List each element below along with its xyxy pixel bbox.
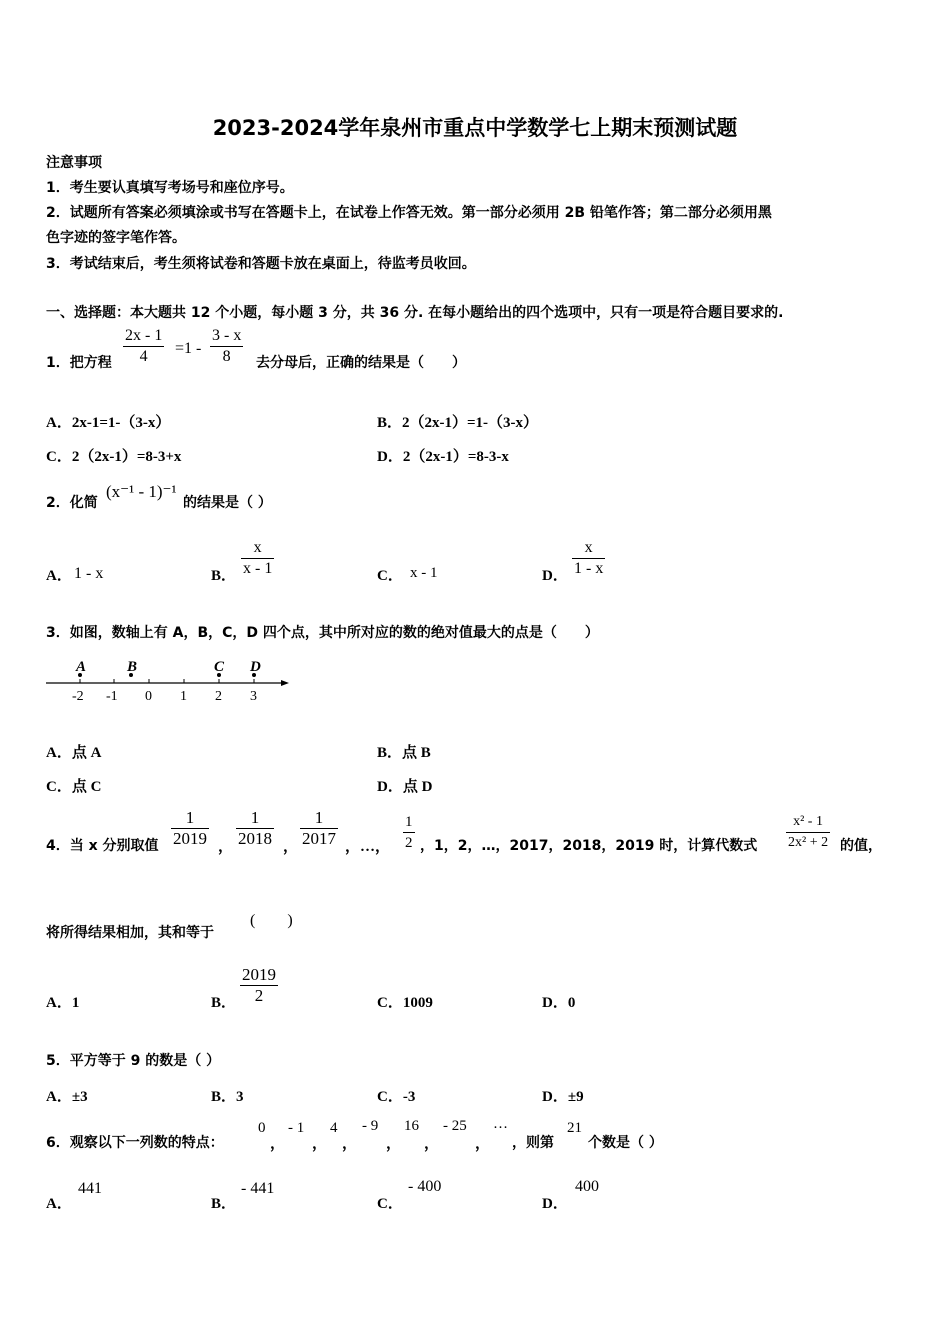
q2-b-numerator: x <box>241 538 274 559</box>
q4-fraction-1 <box>171 808 209 849</box>
q6-seq-item: - 1 <box>288 1120 305 1136</box>
q6-seq-item: … <box>493 1116 508 1132</box>
q1-mid: =1 - <box>175 340 202 357</box>
q4-option-d: D．0 <box>542 995 576 1011</box>
tick-label: 1 <box>180 689 187 704</box>
q6-seq-item: 16 <box>404 1118 419 1134</box>
q4-expr-numerator: x² - 1 <box>786 812 830 833</box>
q1-frac2-denominator: 8 <box>222 348 231 365</box>
q4-answer-paren: ( ) <box>250 912 293 929</box>
q4-b-denominator: 2 <box>254 986 264 1005</box>
q6-comma: ， <box>386 1136 402 1152</box>
tick-label: 0 <box>145 689 152 704</box>
q2-option-d <box>572 538 605 579</box>
q3-option-d: D．点 D <box>377 779 433 795</box>
q6-comma: ， <box>424 1136 440 1152</box>
q1-fraction-2 <box>210 326 243 367</box>
q1-frac1-numerator: 2x - 1 <box>123 326 164 347</box>
q4-option-c: C．1009 <box>377 995 433 1011</box>
q3-option-c: C．点 C <box>46 779 102 795</box>
q2-option-b-label: B． <box>211 568 237 584</box>
q1-option-a: A．2x-1=1-（3-x） <box>46 415 171 431</box>
q5-option-c: C．-3 <box>377 1089 416 1105</box>
q5-option-d: D．±9 <box>542 1089 584 1105</box>
q2-prefix: 2．化简 <box>46 495 98 511</box>
q6-comma: ， <box>312 1136 328 1152</box>
q2-option-a-label: A． <box>46 568 72 584</box>
section-heading: 一、选择题：本大题共 12 个小题，每小题 3 分，共 36 分. 在每小题给出的四个选项中，只有一项是符合题目要求的. <box>46 305 784 321</box>
q6-comma: ， <box>270 1136 286 1152</box>
q4-expression <box>786 812 830 853</box>
q6-option-d-label: D． <box>542 1196 568 1212</box>
q5-text: 5．平方等于 9 的数是（ ） <box>46 1053 221 1069</box>
notice-item: 色字迹的签字笔作答。 <box>46 230 186 246</box>
q6-option-c: - 400 <box>408 1178 442 1195</box>
q3-text: 3．如图，数轴上有 A，B，C，D 四个点，其中所对应的数的绝对值最大的点是（ ） <box>46 625 599 641</box>
q4-comma: ， <box>218 839 234 855</box>
q4-fraction-4 <box>403 812 415 853</box>
q6-mid: ，则第 <box>512 1135 554 1151</box>
notice-heading: 注意事项 <box>46 155 102 171</box>
q6-option-b: - 441 <box>241 1180 275 1197</box>
q4-f2-numerator: 1 <box>236 808 274 829</box>
q4-f4-numerator: 1 <box>403 812 415 833</box>
q2-b-denominator: x - 1 <box>243 560 273 577</box>
q4-prefix: 4．当 x 分别取值 <box>46 838 159 854</box>
number-line <box>44 655 294 705</box>
q3-option-b: B．点 B <box>377 745 431 761</box>
page-title: 2023-2024学年泉州市重点中学数学七上期末预测试题 <box>212 116 738 140</box>
number-line-arrow <box>281 680 289 686</box>
q6-seq-item: 4 <box>330 1120 338 1136</box>
tick-label: -1 <box>106 689 118 704</box>
q4-fraction-3 <box>300 808 338 849</box>
tick-label: -2 <box>72 689 84 704</box>
q6-comma: ， <box>475 1136 491 1152</box>
q4-option-b <box>240 965 278 1006</box>
q4-fraction-2 <box>236 808 274 849</box>
q1-option-d: D．2（2x-1）=8-3-x <box>377 449 509 465</box>
q1-option-b: B．2（2x-1）=1-（3-x） <box>377 415 539 431</box>
q4-option-b-label: B． <box>211 995 237 1011</box>
q5-option-b: B．3 <box>211 1089 244 1105</box>
q6-option-c-label: C． <box>377 1196 403 1212</box>
notice-item: 2．试题所有答案必须填涂或书写在答题卡上，在试卷上作答无效。第一部分必须用 2B 铅笔作答；第二部分必须用黑 <box>46 205 772 221</box>
q4-f1-numerator: 1 <box>171 808 209 829</box>
q2-suffix: 的结果是（ ） <box>183 495 272 511</box>
q4-mid: ，1，2，…，2017，2018，2019 时，计算代数式 <box>420 838 758 854</box>
q6-seq-item: - 25 <box>443 1118 467 1134</box>
q6-comma: ， <box>342 1136 358 1152</box>
q4-option-a: A．1 <box>46 995 80 1011</box>
q4-f3-numerator: 1 <box>300 808 338 829</box>
q6-seq-item: 0 <box>258 1120 266 1136</box>
q2-d-numerator: x <box>572 538 605 559</box>
q5-option-a: A．±3 <box>46 1089 88 1105</box>
q4-f4-denominator: 2 <box>405 835 413 851</box>
q4-expr-denominator: 2x² + 2 <box>788 835 829 850</box>
point-a-label: A <box>76 659 87 675</box>
q1-suffix: 去分母后，正确的结果是（ ） <box>256 355 466 371</box>
q1-prefix: 1．把方程 <box>46 355 112 371</box>
q4-b-numerator: 2019 <box>242 965 276 984</box>
q4-f2-denominator: 2018 <box>238 829 272 848</box>
q1-frac1-denominator: 4 <box>139 348 148 365</box>
q2-option-c-label: C． <box>377 568 403 584</box>
q6-prefix: 6．观察以下一列数的特点： <box>46 1135 224 1151</box>
q6-n: 21 <box>567 1120 582 1136</box>
q3-option-a: A．点 A <box>46 745 102 761</box>
q2-option-a: 1 - x <box>74 565 104 582</box>
point-b-label: B <box>127 659 138 675</box>
q2-d-denominator: 1 - x <box>574 560 604 577</box>
q2-expression: (x⁻¹ - 1)⁻¹ <box>106 482 177 501</box>
tick-label: 2 <box>215 689 222 704</box>
notice-item: 1．考生要认真填写考场号和座位序号。 <box>46 180 294 196</box>
q6-suffix: 个数是（ ） <box>588 1135 663 1151</box>
point-d-label: D <box>250 659 261 675</box>
q4-suffix: 的值， <box>840 838 882 854</box>
q1-frac2-numerator: 3 - x <box>210 326 243 347</box>
notice-item: 3．考试结束后，考生须将试卷和答题卡放在桌面上，待监考员收回。 <box>46 256 476 272</box>
q6-option-b-label: B． <box>211 1196 237 1212</box>
tick-label: 3 <box>250 689 257 704</box>
q4-f1-denominator: 2019 <box>173 829 207 848</box>
q2-option-d-label: D． <box>542 568 568 584</box>
q1-fraction-1 <box>123 326 164 367</box>
q4-f3-denominator: 2017 <box>302 829 336 848</box>
q2-option-b <box>241 538 274 579</box>
q6-seq-item: - 9 <box>362 1118 379 1134</box>
q4-dots: ，…， <box>345 839 391 855</box>
q1-option-c: C．2（2x-1）=8-3+x <box>46 449 182 465</box>
point-c-label: C <box>214 659 225 675</box>
q6-option-d: 400 <box>575 1178 599 1195</box>
q4-comma: ， <box>283 839 299 855</box>
q6-option-a: 441 <box>78 1180 102 1197</box>
q4-line2: 将所得结果相加，其和等于 <box>46 925 214 941</box>
q6-option-a-label: A． <box>46 1196 72 1212</box>
q2-option-c: x - 1 <box>410 565 438 581</box>
